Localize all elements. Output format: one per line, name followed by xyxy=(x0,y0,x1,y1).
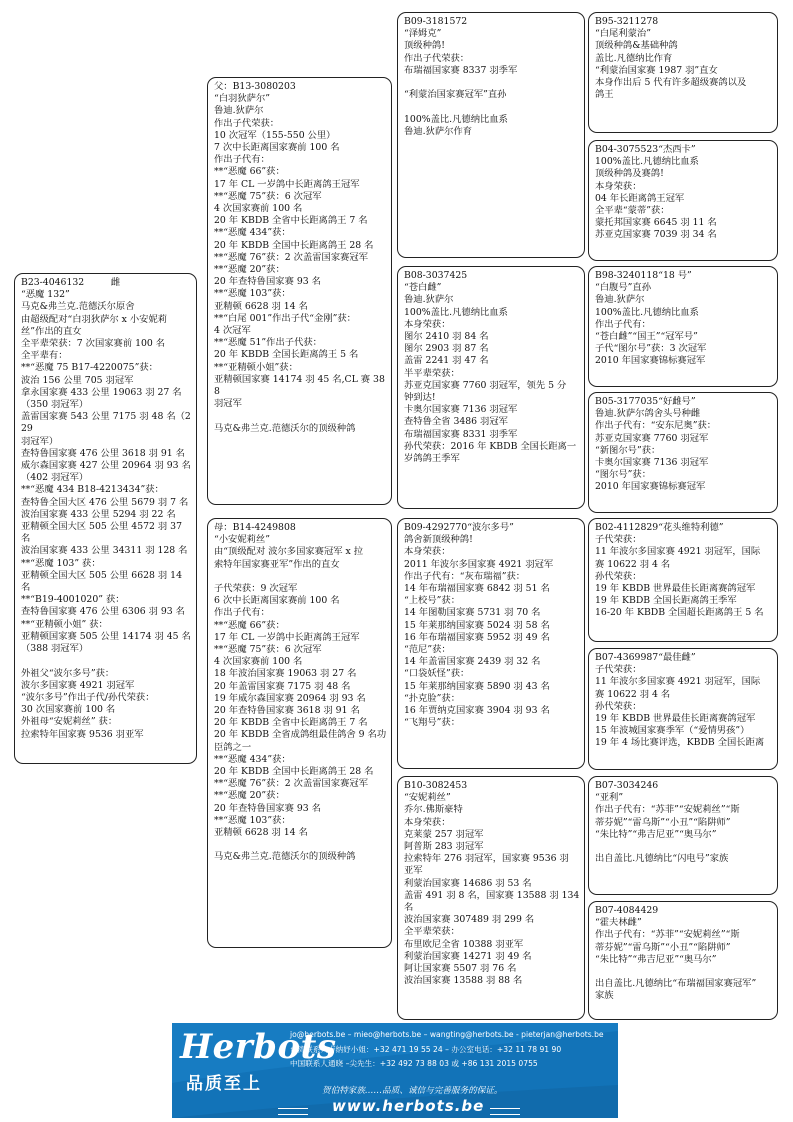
text-line: “白尾利蒙治” xyxy=(595,28,651,40)
text-line: 顶级种鸽&基础种鸽 xyxy=(595,40,678,52)
text-line: 索特年国家赛亚军”作出的直女 xyxy=(214,558,340,570)
text-line: 20 年 KBDB 全国中长距离鸽王 28 名 xyxy=(214,239,374,251)
text-line: 亚精顿国家赛 505 公里 14174 羽 45 名 xyxy=(21,630,191,642)
text-line: 19 年威尔森国家赛 20964 羽 93 名 xyxy=(214,692,366,704)
text-line: 作出子代荣获： xyxy=(214,117,280,129)
text-line: **“恶魔 434”获： xyxy=(214,227,291,239)
text-line: **“恶魔 434”获： xyxy=(214,753,291,765)
text-line: 盖雷 2241 羽 47 名 xyxy=(404,355,489,367)
text-line: 查特鲁国家赛 476 公里 3618 羽 91 名 xyxy=(21,447,185,459)
text-line: “恶魔 132” xyxy=(21,289,70,301)
text-line: 拉索特年 276 羽冠军，国家赛 9536 羽 xyxy=(404,853,569,865)
text-line: 盖雷国家赛 543 公里 7175 羽 48 名（229 xyxy=(21,411,191,435)
text-line: 16 年贾纳克国家赛 3904 羽 93 名 xyxy=(404,705,550,717)
text-line: 乔尔.佛斯豪特 xyxy=(404,804,463,816)
pigeon-card-b05 xyxy=(588,392,778,513)
text-line: 鲁迪.狄萨尔 xyxy=(404,294,454,306)
text-line: 20 年 KBDB 全省中长距离鸽王 7 名 xyxy=(214,717,368,729)
text-line: 19 年 4 场比赛评选，KBDB 全国长距离 xyxy=(595,737,765,749)
text-line: “苍白雌” xyxy=(404,282,442,294)
text-line: 10 次冠军（155-550 公里） xyxy=(214,129,336,141)
text-line: 子代荣获： xyxy=(595,534,642,546)
text-line: 15 年波城国家赛季军（“爱情男孩”） xyxy=(595,725,750,737)
text-line: 17 年 CL 一岁鸽中长距离鸽王冠军 xyxy=(214,631,360,643)
text-line: “朱比特”“弗吉尼亚”“奥马尔” xyxy=(595,828,717,840)
text-line: 卡奥尔国家赛 7136 羽冠军 xyxy=(404,404,518,416)
text-line: “波尔多号”作出子代/孙代荣获： xyxy=(21,691,155,703)
text-line: 家族 xyxy=(595,990,614,1002)
text-line: 本身荣获： xyxy=(404,546,451,558)
text-line: 11 年波尔多国家赛 4921 羽冠军，国际 xyxy=(595,546,761,558)
text-line: 全平辈荣获：7 次国家赛前 100 名 xyxy=(21,338,166,350)
text-line: （350 羽冠军） xyxy=(21,399,89,411)
text-line: 利蒙治国家赛 14686 羽 53 名 xyxy=(404,877,532,889)
text-line xyxy=(21,655,192,667)
text-line: **“恶魔 103”获： xyxy=(214,814,291,826)
text-line: 19 年 KBDB 全国长距离鸽王季军 xyxy=(595,595,737,607)
text-line: “口袋妖怪”获： xyxy=(404,668,470,680)
text-line: 布瑞福国家赛 8337 羽季军 xyxy=(404,64,518,76)
text-line: 波治国家赛 433 公里 34311 羽 128 名 xyxy=(21,545,188,557)
text-line: 全平辈荣获： xyxy=(404,926,460,938)
pigeon-card-father xyxy=(207,77,392,505)
pigeon-card-b23 xyxy=(14,273,197,764)
text-line: 波治国家赛 433 公里 5294 羽 22 名 xyxy=(21,508,176,520)
text-line: **“白尾 001”作出子代“金刚”获： xyxy=(214,312,356,324)
text-line: 18 年波治国家赛 19063 羽 27 名 xyxy=(214,668,357,680)
text-line: 20 年 KBDB 全省成鸽组最佳鸽舍 9 名功 xyxy=(214,729,387,741)
text-line: B07-4369987“最佳雌” xyxy=(595,652,696,663)
text-line: “安妮莉丝” xyxy=(404,792,451,804)
text-line: 20 年查特鲁国家赛 93 名 xyxy=(214,802,321,814)
text-line xyxy=(214,571,387,583)
text-line: 孙代荣获： xyxy=(595,570,642,582)
text-line: 全平辈“蒙蒂”获： xyxy=(595,205,670,217)
text-line: 15 年莱那纳国家赛 5890 羽 43 名 xyxy=(404,680,550,692)
pigeon-card-b09-4292770 xyxy=(397,518,585,769)
text-line: 亚精顿全国大区 505 公里 6628 羽 14 名 xyxy=(21,569,185,594)
text-line: **“恶魔 434 B18-4213434”获： xyxy=(21,484,164,496)
text-line: 作出子代有： xyxy=(214,607,270,619)
text-line: “扑克脸”获： xyxy=(404,692,460,704)
text-line: 100%盖比.凡德纳比血系 xyxy=(595,156,699,168)
text-line: 马克&弗兰克.范德沃尔原舍 xyxy=(21,301,135,313)
text-line: B04-3075523“杰西卡” xyxy=(595,144,696,155)
text-line: 苏亚克国家赛 7039 羽 34 名 xyxy=(595,229,717,241)
text-line xyxy=(404,101,580,113)
text-line: 100%盖比.凡德纳比血系 xyxy=(404,113,508,125)
text-line: 克莱蒙 257 羽冠军 xyxy=(404,828,484,840)
text-line: **“恶魔 66”获： xyxy=(214,166,285,178)
pigeon-header xyxy=(21,277,192,289)
text-line: 羽冠军 xyxy=(214,398,242,410)
text-line: 名 xyxy=(404,902,414,914)
text-line: “白羽狄萨尔” xyxy=(214,93,270,105)
text-line: “朱比特”“弗吉尼亚”“奥马尔” xyxy=(595,953,717,965)
text-line: 20 年 KBDB 全国中长距离鸽王 28 名 xyxy=(214,766,374,778)
text-line: B07-4084429 xyxy=(595,905,659,916)
pigeon-card-b98 xyxy=(588,266,778,387)
text-line: 19 年 KBDB 世界最佳长距离赛鸽冠军 xyxy=(595,713,756,725)
text-line: 15 年莱那纳国家赛 5024 羽 58 名 xyxy=(404,619,550,631)
text-line: 出自盖比.凡德纳比“闪电号”家族 xyxy=(595,853,729,865)
text-line: 作出子代荣获： xyxy=(404,52,470,64)
text-line: 威尔森国家赛 427 公里 20964 羽 93 名 xyxy=(21,460,191,472)
text-line: 100%盖比.凡德纳比血系 xyxy=(595,306,699,318)
text-line: **“恶魔 20”获： xyxy=(214,264,285,276)
text-line: 蒙托邦国家赛 6645 羽 11 名 xyxy=(595,217,717,229)
text-line: “泽姆克” xyxy=(404,28,442,40)
text-line: 2011 年波尔多国家赛 4921 羽冠军 xyxy=(404,558,554,570)
text-line: 臣鸽之一 xyxy=(214,741,252,753)
text-line: 亚精顿 6628 羽 14 名 xyxy=(214,827,308,839)
text-line: 16-20 年 KBDB 全国超长距离鸽王 5 名 xyxy=(595,607,764,619)
text-line: 子代荣获：9 次冠军 xyxy=(214,583,298,595)
text-line: 子代“图尔号”获：3 次冠军 xyxy=(595,343,707,355)
text-line: 14 年布瑞福国家赛 6842 羽 51 名 xyxy=(404,583,550,595)
text-line: 外祖父“波尔多号”获： xyxy=(21,667,115,679)
text-line: 20 年 KBDB 全国长距离鸽王 5 名 xyxy=(214,349,359,361)
text-line: 卡奥尔国家赛 7136 羽冠军 xyxy=(595,457,709,469)
text-line: **“B19-4001020” 获： xyxy=(21,594,125,606)
text-line: 鲁迪.狄萨尔作育 xyxy=(404,125,473,137)
text-line: 作出子代有：“灰布瑞福”获： xyxy=(404,570,526,582)
text-line: 20 年 KBDB 全省中长距离鸽王 7 名 xyxy=(214,215,368,227)
text-line: “小安妮莉丝” xyxy=(214,534,270,546)
text-line: 4 次国家赛前 100 名 xyxy=(214,203,303,215)
text-line: 图尔 2410 羽 84 名 xyxy=(404,331,489,343)
text-line: 由超级配对“白羽狄萨尔 x 小安妮莉 xyxy=(21,313,168,325)
text-line: 全平辈有： xyxy=(21,350,68,362)
text-line: **“恶魔 75 B17-4220075”获： xyxy=(21,362,158,374)
text-line: 苏亚克国家赛 7760 羽冠军，领先 5 分 xyxy=(404,379,567,391)
text-line: 孙代荣获：2016 年 KBDB 全国长距离一 xyxy=(404,440,577,452)
text-line: 波治国家赛 13588 羽 88 名 xyxy=(404,975,523,987)
text-line: 鲁迪.狄萨尔鸽舍头号种雌 xyxy=(595,408,701,420)
text-line: 本身作出后 5 代有许多超级赛鸽以及 xyxy=(595,77,747,89)
text-line: 波治国家赛 307489 羽 299 名 xyxy=(404,914,535,926)
china-contact: 中国联系人通晓 –尖先生：+32 492 73 88 03 或 +86 131 2015 0755 xyxy=(290,1059,538,1068)
text-line: 顶级种鸽! xyxy=(404,40,445,52)
text-line: 羽冠军） xyxy=(21,435,59,447)
text-line: **“恶魔 75”获：6 次冠军 xyxy=(214,190,322,202)
text-line: 4 次国家赛前 100 名 xyxy=(214,656,303,668)
text-line: 作出子代有： xyxy=(214,154,270,166)
text-line: 半平辈荣获： xyxy=(404,367,460,379)
website-link[interactable]: www.herbots.be xyxy=(332,1097,485,1115)
text-line xyxy=(214,839,387,851)
pigeon-card-b02 xyxy=(588,518,778,642)
text-line: **“恶魔 76”获：2 次盖雷国家赛冠军 xyxy=(214,778,369,790)
text-line: 顶级种鸽及赛鸽! xyxy=(595,168,664,180)
text-line: 作出子代有： xyxy=(595,318,651,330)
text-line: 作出子代有：“安东尼奥”获： xyxy=(595,420,717,432)
text-line: 拉索特年国家赛 9536 羽亚军 xyxy=(21,728,144,740)
text-line xyxy=(404,77,580,89)
text-line: 11 年波尔多国家赛 4921 羽冠军，国际 xyxy=(595,676,761,688)
ring-number: B23-4046132 xyxy=(21,277,85,288)
text-line: 17 年 CL 一岁鸽中长距离鸽王冠军 xyxy=(214,178,360,190)
pigeon-card-b07-4084429 xyxy=(588,901,778,1020)
text-line: **“恶魔 51”作出子代获： xyxy=(214,337,322,349)
text-line: **“恶魔 76”获：2 次盖雷国家赛冠军 xyxy=(214,251,369,263)
slogan: 品质至上 xyxy=(186,1074,262,1094)
text-line: 本身荣获： xyxy=(595,180,642,192)
text-line: 马克&弗兰克.范德沃尔的顶级种鸽 xyxy=(214,422,356,434)
text-line: 赛 10622 羽 4 名 xyxy=(595,558,671,570)
text-line: **“恶魔 103”获： xyxy=(214,288,291,300)
text-line: 亚精顿国家赛 14174 羽 45 名,CL 赛 388 xyxy=(214,373,385,398)
text-line: B95-3211278 xyxy=(595,16,659,27)
text-line: 20 年盖雷国家赛 7175 羽 48 名 xyxy=(214,680,351,692)
text-line: 利蒙治国家赛 14271 羽 49 名 xyxy=(404,950,532,962)
text-line: “霍夫林雌” xyxy=(595,917,642,929)
text-line: “新图尔号”获： xyxy=(595,444,661,456)
text-line: 20 年查特鲁国家赛 3618 羽 91 名 xyxy=(214,705,360,717)
text-line xyxy=(595,841,773,853)
text-line: 查特鲁国家赛 476 公里 6306 羽 93 名 xyxy=(21,606,185,618)
text-line: 布瑞福国家赛 8331 羽季军 xyxy=(404,428,518,440)
pigeon-card-b95 xyxy=(588,12,778,133)
text-line: 孙代荣获： xyxy=(595,700,642,712)
text-line: 04 年长距离鸽王冠军 xyxy=(595,192,685,204)
text-line: 本身荣获： xyxy=(404,816,451,828)
text-line: “白腹号”直孙 xyxy=(595,282,651,294)
text-line: B08-3037425 xyxy=(404,270,468,281)
text-line: 作出子代有：“苏菲”“安妮莉丝”“斯 xyxy=(595,929,740,941)
pigeon-card-b09-3181572 xyxy=(397,12,585,258)
divider-right xyxy=(490,1108,520,1115)
text-line: 波治 156 公里 705 羽冠军 xyxy=(21,374,134,386)
text-line: 30 次国家赛前 100 名 xyxy=(21,704,116,716)
text-line: 16 年布瑞福国家赛 5952 羽 49 名 xyxy=(404,631,550,643)
text-line: B07-3034246 xyxy=(595,780,659,791)
text-line: “飞翔号”获： xyxy=(404,717,460,729)
text-line: “上校号”获： xyxy=(404,595,460,607)
text-line: 作出子代有：“苏菲”“安妮莉丝”“斯 xyxy=(595,804,740,816)
text-line: 亚军 xyxy=(404,865,423,877)
text-line: 外祖母“安妮莉丝” 获： xyxy=(21,716,118,728)
text-line: **“恶魔 75”获：6 次冠军 xyxy=(214,644,322,656)
text-line: 父：B13-3080203 xyxy=(214,81,296,92)
text-line: B09-4292770“波尔多号” xyxy=(404,522,514,533)
text-line: 2010 年国家赛锦标赛冠军 xyxy=(595,355,706,367)
text-line: 蒂芬妮”“雷乌斯”“小丑”“陷阱师” xyxy=(595,941,731,953)
text-line: 拿永国家赛 433 公里 19063 羽 27 名 xyxy=(21,386,182,398)
text-line: 鲁迪.狄萨尔 xyxy=(214,105,264,117)
text-line: B98-3240118“18 号” xyxy=(595,270,692,281)
text-line: 钟到达! xyxy=(404,392,436,404)
text-line: 阿让国家赛 5507 羽 76 名 xyxy=(404,963,517,975)
text-line: “苍白雌”“国王”“冠军号” xyxy=(595,331,698,343)
text-line: 岁鸽鸽王季军 xyxy=(404,453,460,465)
text-line: B05-3177035“好雌号” xyxy=(595,396,696,407)
text-line: 鸽舍新顶级种鸽! xyxy=(404,534,473,546)
text-line: 子代荣获： xyxy=(595,664,642,676)
text-line: 图尔 2903 羽 87 名 xyxy=(404,343,489,355)
pigeon-card-b07-4369987 xyxy=(588,648,778,770)
text-line: 鲁迪.狄萨尔 xyxy=(595,294,645,306)
tagline: 贺伯特家族……品质、诚信与完善服务的保证。 xyxy=(322,1086,503,1096)
text-line: 7 次中长距离国家赛前 100 名 xyxy=(214,142,340,154)
text-line: 查特鲁全省 3486 羽冠军 xyxy=(404,416,508,428)
text-line: 丝”作出的直女 xyxy=(21,325,82,337)
pigeon-card-b07-3034246 xyxy=(588,776,778,895)
text-line: （388 羽冠军） xyxy=(21,643,89,655)
text-line: “图尔号”获： xyxy=(595,469,651,481)
text-line: 阿普斯 283 羽冠军 xyxy=(404,841,484,853)
text-line: 19 年 KBDB 世界最佳长距离赛鸽冠军 xyxy=(595,583,756,595)
text-line: 6 次中长距离国家赛前 100 名 xyxy=(214,595,340,607)
sex-label: 雌 xyxy=(110,277,121,288)
text-line xyxy=(214,410,387,422)
pigeon-card-b04 xyxy=(588,140,778,261)
text-line: B10-3082453 xyxy=(404,780,468,791)
pigeon-card-b10 xyxy=(397,776,585,1020)
text-line: B09-3181572 xyxy=(404,16,468,27)
text-line: “亚利” xyxy=(595,792,624,804)
text-line: 查特鲁全国大区 476 公里 5679 羽 7 名 xyxy=(21,496,189,508)
text-line: 本身荣获： xyxy=(404,318,451,330)
divider-left xyxy=(278,1108,308,1115)
text-line: 4 次冠军 xyxy=(214,325,251,337)
text-line: 2010 年国家赛锦标赛冠军 xyxy=(595,481,706,493)
text-line: B02-4112829“花头维特利德” xyxy=(595,522,724,533)
text-line xyxy=(595,966,773,978)
text-line: **“恶魔 103” 获： xyxy=(21,557,101,569)
text-line: “利蒙治国家赛冠军”直孙 xyxy=(404,89,507,101)
text-line: 14 年图勒国家赛 5731 羽 70 名 xyxy=(404,607,541,619)
text-line: 赛 10622 羽 4 名 xyxy=(595,688,671,700)
email-contacts[interactable]: jo@herbots.be – mieo@herbots.be – wangting@herbots.be - pieterjan@herbots.be xyxy=(290,1030,604,1039)
pigeon-card-b08 xyxy=(397,266,585,509)
text-line: （402 羽冠军） xyxy=(21,472,89,484)
text-line: “范尼”获： xyxy=(404,644,451,656)
pigeon-card-mother xyxy=(207,518,392,948)
text-line: **“恶魔 20”获： xyxy=(214,790,285,802)
text-line: 14 年盖雷国家赛 2439 羽 32 名 xyxy=(404,656,541,668)
text-line: 亚精顿全国大区 505 公里 4572 羽 37 名 xyxy=(21,521,185,545)
text-line: **“亚精顿小姐”获： xyxy=(214,361,298,373)
text-line: 20 年查特鲁国家赛 93 名 xyxy=(214,276,321,288)
text-line: 鸽王 xyxy=(595,89,614,101)
text-line: 马克&弗兰克.范德沃尔的顶级种鸽 xyxy=(214,851,356,863)
text-line: **“亚精顿小姐” 获： xyxy=(21,618,108,630)
text-line: 盖比.凡德纳比作育 xyxy=(595,52,673,64)
herbots-logo: Herbots xyxy=(180,1027,337,1067)
text-line: 波尔多国家赛 4921 羽冠军 xyxy=(21,679,135,691)
text-line: 母：B14-4249808 xyxy=(214,522,296,533)
text-line: 盖雷 491 羽 8 名，国家赛 13588 羽 134 xyxy=(404,889,580,901)
text-line: 布里欧尼全省 10388 羽亚军 xyxy=(404,938,524,950)
text-line: 苏亚克国家赛 7760 羽冠军 xyxy=(595,432,709,444)
text-line: 100%盖比.凡德纳比血系 xyxy=(404,306,508,318)
text-line: **“恶魔 66”获： xyxy=(214,619,285,631)
text-line: 亚精顿 6628 羽 14 名 xyxy=(214,300,308,312)
text-line: 蒂芬妮”“雷乌斯”“小丑”“陷阱师” xyxy=(595,816,731,828)
taiwan-contact: 台湾联系人卢纳妤小姐：+32 471 19 55 24 – 办公室电话：+32 11 78 91 90 xyxy=(290,1045,562,1054)
text-line: 由“顶级配对 波尔多国家赛冠军 x 拉 xyxy=(214,546,364,558)
footer-banner xyxy=(172,1023,618,1118)
text-line: 出自盖比.凡德纳比“布瑞福国家赛冠军” xyxy=(595,978,757,990)
text-line: “利蒙治国家赛 1987 羽”直女 xyxy=(595,64,718,76)
